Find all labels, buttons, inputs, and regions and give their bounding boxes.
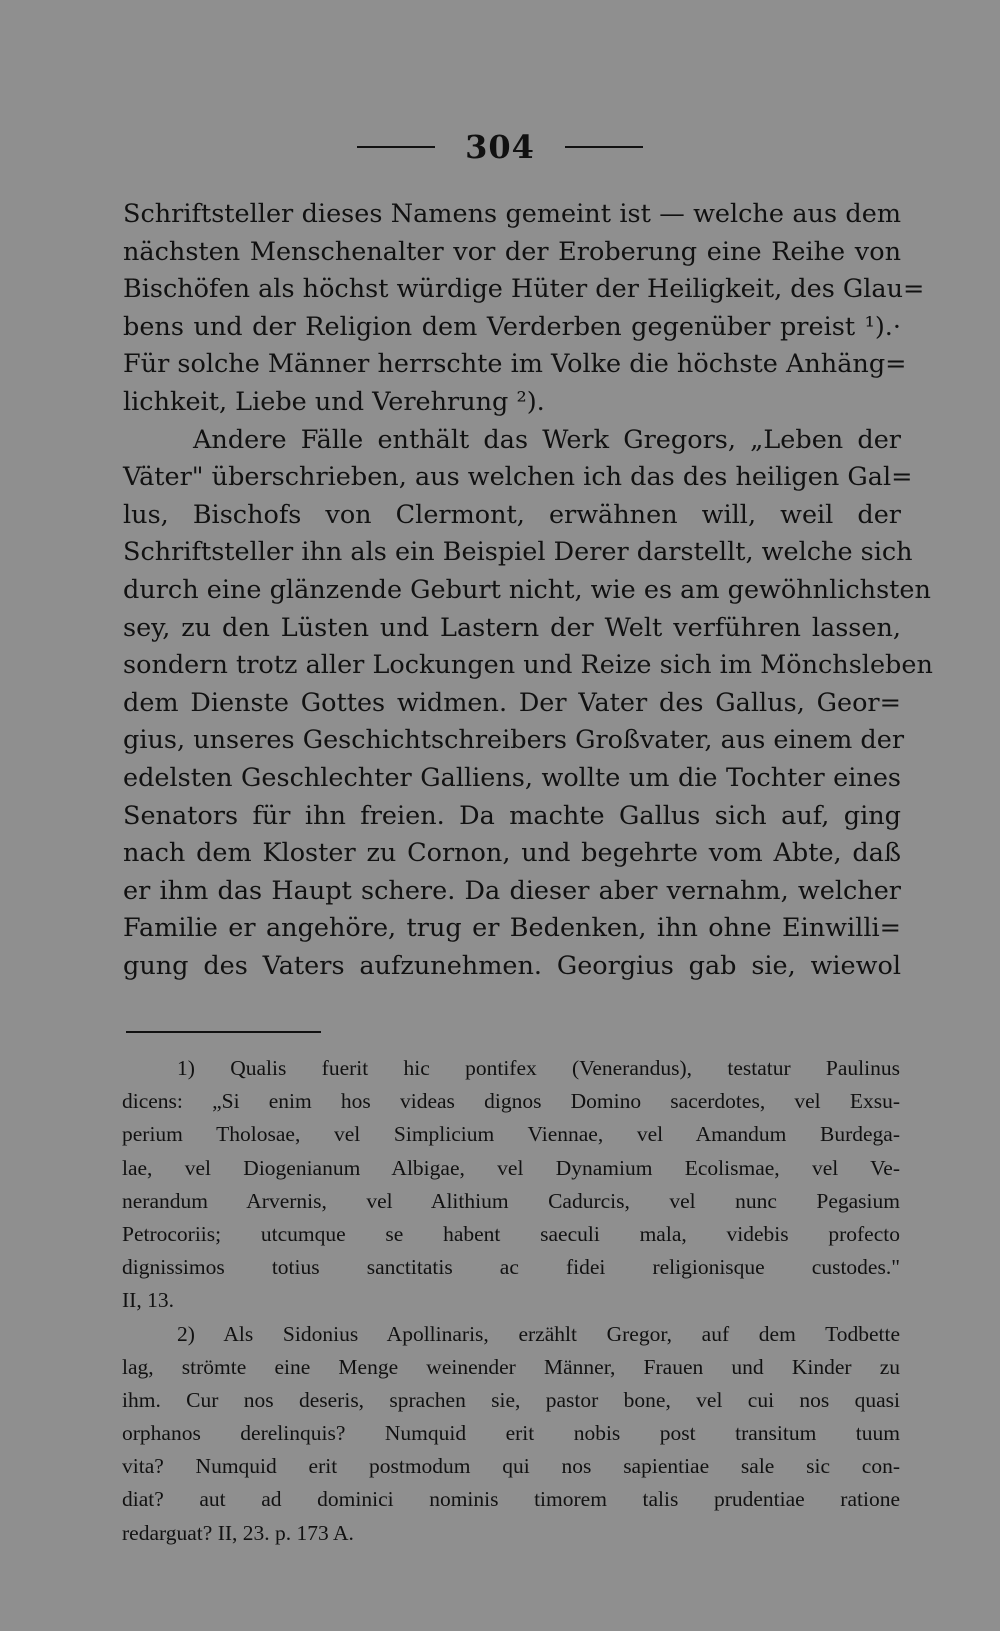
text-line: Väter" überschrieben, aus welchen ich das des heiligen Gal= bbox=[123, 462, 913, 493]
footnote-line: II, 13. bbox=[122, 1288, 174, 1313]
footnote-line: Petrocoriis; utcumque se habent saeculi mala, videbis profecto bbox=[122, 1221, 900, 1246]
footnote-line: orphanos derelinquis? Numquid erit nobis post transitum tuum bbox=[122, 1421, 900, 1446]
text-line: dem Dienste Gottes widmen. Der Vater des Gallus, Geor= bbox=[123, 687, 901, 718]
text-line: Senators für ihn freien. Da machte Gallus sich auf, ging bbox=[123, 800, 901, 831]
footnote-line: redarguat? II, 23. p. 173 A. bbox=[122, 1520, 354, 1545]
footnotes bbox=[122, 1052, 900, 1550]
footnote-line: nerandum Arvernis, vel Alithium Cadurcis, vel nunc Pegasium bbox=[122, 1188, 900, 1213]
footnote-line: ihm. Cur nos deseris, sprachen sie, pastor bone, vel cui nos quasi bbox=[122, 1387, 900, 1412]
text-line: Bischöfen als höchst würdige Hüter der Heiligkeit, des Glau= bbox=[123, 274, 925, 305]
text-line: Familie er angehöre, trug er Bedenken, ihn ohne Einwilli= bbox=[123, 913, 901, 944]
text-line: gius, unseres Geschichtschreibers Großvater, aus einem der bbox=[123, 725, 905, 756]
footnote-line: vita? Numquid erit postmodum qui nos sapientiae sale sic con- bbox=[122, 1454, 900, 1479]
text-line: nächsten Menschenalter vor der Eroberung eine Reihe von bbox=[123, 236, 901, 267]
header-rule-right bbox=[565, 146, 643, 148]
text-line: edelsten Geschlechter Galliens, wollte um die Tochter eines bbox=[123, 762, 901, 793]
page-number: 304 bbox=[465, 128, 535, 166]
footnote-divider bbox=[126, 1031, 321, 1033]
footnote-line: 1) Qualis fuerit hic pontifex (Venerandus), testatur Paulinus bbox=[177, 1056, 900, 1080]
text-line: sey, zu den Lüsten und Lastern der Welt verführen lassen, bbox=[123, 612, 901, 643]
text-line: Andere Fälle enthält das Werk Gregors, „Leben der bbox=[193, 424, 901, 455]
text-line: lus, Bischofs von Clermont, erwähnen will, weil der bbox=[123, 499, 901, 530]
footnote-line: lag, strömte eine Menge weinender Männer, Frauen und Kinder zu bbox=[122, 1354, 900, 1379]
text-line: er ihm das Haupt schere. Da dieser aber vernahm, welcher bbox=[123, 875, 901, 906]
text-line: Schriftsteller dieses Namens gemeint ist — welche aus dem bbox=[123, 199, 901, 229]
page-header bbox=[0, 128, 1000, 166]
footnote-line: 2) Als Sidonius Apollinaris, erzählt Gregor, auf dem Todbette bbox=[177, 1321, 900, 1346]
text-line: bens und der Religion dem Verderben gegenüber preist ¹).· bbox=[123, 311, 901, 342]
footnote-line: diat? aut ad dominici nominis timorem talis prudentiae ratione bbox=[122, 1487, 900, 1512]
text-line: sondern trotz aller Lockungen und Reize sich im Mönchsleben bbox=[123, 650, 933, 681]
footnote-line: perium Tholosae, vel Simplicium Viennae, vel Amandum Burdega- bbox=[122, 1122, 900, 1147]
text-line: lichkeit, Liebe und Verehrung ²). bbox=[123, 386, 545, 417]
text-line: nach dem Kloster zu Cornon, und begehrte vom Abte, daß bbox=[123, 838, 901, 869]
footnote-line: dignissimos totius sanctitatis ac fidei religionisque custodes." bbox=[122, 1255, 900, 1280]
text-line: gung des Vaters aufzunehmen. Georgius gab sie, wiewol bbox=[123, 950, 901, 981]
main-text bbox=[123, 196, 933, 985]
header-rule-left bbox=[357, 146, 435, 148]
footnote-line: dicens: „Si enim hos videas dignos Domino sacerdotes, vel Exsu- bbox=[122, 1089, 900, 1114]
footnote-line: lae, vel Diogenianum Albigae, vel Dynamium Ecolismae, vel Ve- bbox=[122, 1155, 900, 1180]
text-line: Für solche Männer herrschte im Volke die höchste Anhäng= bbox=[123, 349, 907, 380]
text-line: Schriftsteller ihn als ein Beispiel Derer darstellt, welche sich bbox=[123, 537, 913, 568]
text-line: durch eine glänzende Geburt nicht, wie es am gewöhnlichsten bbox=[123, 574, 931, 605]
